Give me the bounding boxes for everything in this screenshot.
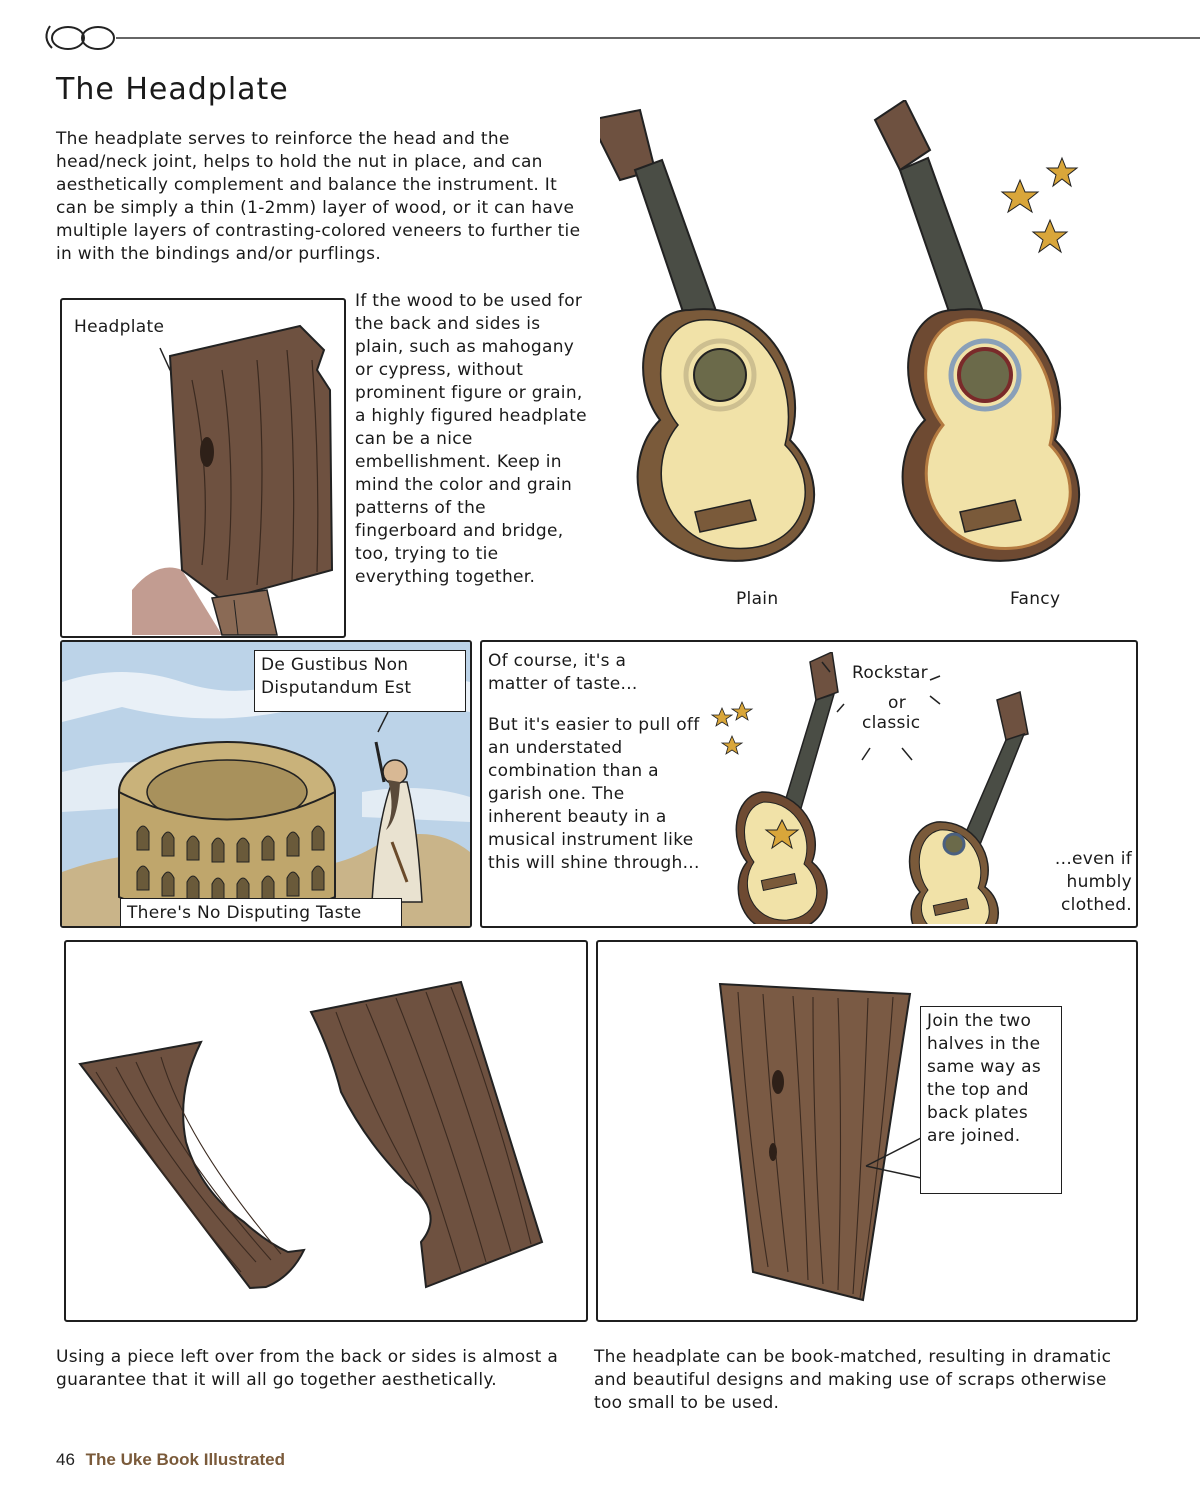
headplate-panel xyxy=(60,298,346,638)
rockstar-ukulele-icon xyxy=(736,652,838,924)
plain-ukulele-icon xyxy=(600,110,814,561)
classic-label: classic xyxy=(862,713,921,733)
taste-panel xyxy=(480,640,1138,928)
book-title: The Uke Book Illustrated xyxy=(85,1450,285,1469)
ukulele-comparison xyxy=(600,100,1190,630)
bottom-left-paragraph: Using a piece left over from the back or sides is almost a guarantee that it will all go together aesthetically. xyxy=(56,1347,559,1390)
taste-text-2: But it's easier to pull off an understated combination than a garish one. The inherent beauty in a musical instrument like this will shine through... xyxy=(488,715,700,873)
ukulele-illustrations xyxy=(600,100,1190,630)
footer xyxy=(56,1450,285,1470)
classic-ukulele-icon xyxy=(910,692,1028,924)
headplate-label: Headplate xyxy=(74,317,165,337)
header-ornament xyxy=(40,18,1200,58)
side-paragraph: If the wood to be used for the back and sides is plain, such as mahogany or cypress, without prominent figure or grain, a highly figured headplate can be a nice embellishment. Keep in mind the color and grain patterns of the fingerboard and bridge, too, trying to tie everything together. xyxy=(355,291,587,587)
joined-headplate-panel xyxy=(596,940,1138,1322)
headplate-illustration xyxy=(62,300,344,636)
taste-text-1: Of course, it's a matter of taste... xyxy=(488,651,638,694)
speech-bubble: De Gustibus Non Disputandum Est xyxy=(254,650,466,712)
colosseum-panel xyxy=(60,640,472,928)
join-note: Join the two halves in the same way as the top and back plates are joined. xyxy=(920,1006,1062,1194)
or-label: or xyxy=(888,693,906,713)
page-title: The Headplate xyxy=(56,72,289,107)
bottom-right-paragraph: The headplate can be book-matched, resulting in dramatic and beautiful designs and making use of scraps otherwise too small to be used. xyxy=(594,1347,1112,1413)
page-number: 46 xyxy=(56,1450,75,1469)
intro-paragraph: The headplate serves to reinforce the head and the head/neck joint, helps to hold the nut in place, and can aesthetically complement and balance the instrument. It can be simply a thin (1-2mm) layer of wood, or it can have multiple layers of contrasting-colored veneers to further tie in with the bindings and/or purflings. xyxy=(56,129,581,264)
split-headplate-panel xyxy=(64,940,588,1322)
split-headplate-illustration xyxy=(66,942,586,1320)
colosseum-caption: There's No Disputing Taste xyxy=(120,898,402,928)
plain-label: Plain xyxy=(736,589,779,609)
humble-text: ...even if humbly clothed. xyxy=(1054,849,1132,915)
rockstar-label: Rockstar xyxy=(852,663,928,683)
double-loop-icon xyxy=(40,18,1200,58)
rockstar-stars-icon xyxy=(712,702,752,754)
stars-icon xyxy=(1002,158,1077,252)
fancy-label: Fancy xyxy=(1010,589,1061,609)
